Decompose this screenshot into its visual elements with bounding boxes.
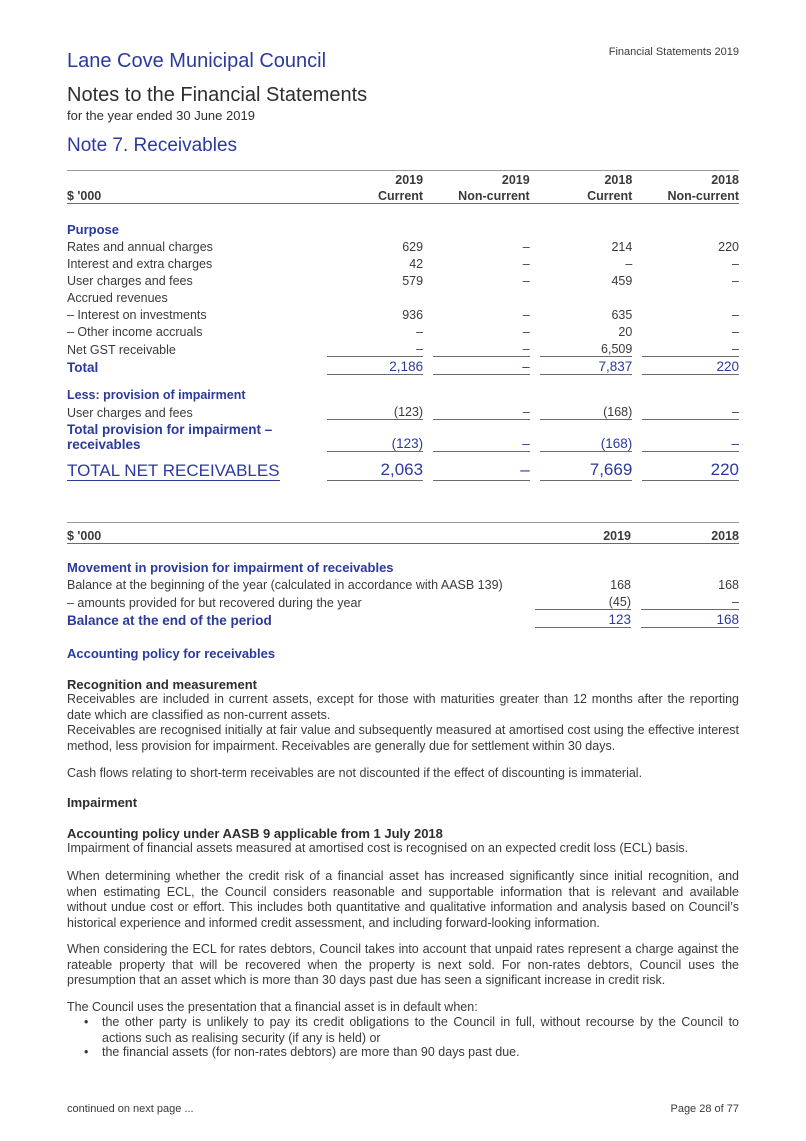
cell: –: [642, 420, 739, 452]
table-row: [67, 288, 739, 305]
cell: 936: [402, 308, 424, 322]
table-row: [67, 305, 739, 322]
bullet-icon: •: [84, 1015, 89, 1029]
table-row: [67, 339, 739, 357]
unit-label: $ '000: [67, 523, 535, 544]
receivables-table: [67, 170, 739, 481]
paragraph: Receivables are included in current assets, except for those with maturities greater than 12 months after the reporting date which are classified as non-current assets.: [67, 692, 739, 722]
col-year: 2019: [535, 523, 631, 544]
cell: 635: [611, 308, 633, 322]
col-year: 2018: [540, 171, 633, 188]
col-year: 2019: [327, 171, 424, 188]
cell: –: [433, 357, 530, 375]
cell: 214: [611, 240, 633, 254]
cell: –: [732, 342, 739, 356]
cell: –: [522, 308, 530, 322]
unit-label: $ '000: [67, 187, 327, 204]
cell: –: [625, 257, 633, 271]
section-heading: Purpose: [67, 222, 120, 237]
page-subtitle: for the year ended 30 June 2019: [67, 108, 255, 123]
row-label: – Interest on investments: [67, 308, 207, 322]
cell: 42: [409, 257, 424, 271]
movement-table: [67, 522, 739, 628]
list-item-text: the financial assets (for non-rates debtors) are more than 90 days past due.: [102, 1045, 520, 1059]
cell: –: [416, 342, 424, 356]
table-row: [67, 575, 739, 592]
cell: –: [522, 274, 530, 288]
cell: 220: [642, 460, 739, 481]
table-row: [67, 322, 739, 339]
section-heading: Accounting policy for receivables: [67, 646, 276, 661]
total-row: [67, 610, 739, 628]
row-label: Balance at the end of the period: [67, 612, 272, 628]
cell: 220: [642, 357, 739, 375]
row-label-line: Total provision for impairment –: [67, 421, 273, 437]
total-row: [67, 357, 739, 375]
cell: –: [732, 308, 739, 322]
cell: –: [433, 460, 530, 481]
cell: 629: [402, 240, 424, 254]
col-type: Non-current: [642, 187, 739, 204]
table-row: [67, 592, 739, 610]
cell: –: [522, 240, 530, 254]
row-label-line: receivables: [67, 436, 141, 452]
row-label: Accrued revenues: [67, 291, 168, 305]
row-label: User charges and fees: [67, 405, 193, 420]
row-label: – Other income accruals: [67, 325, 203, 339]
row-label: Balance at the beginning of the year (calculated in accordance with AASB 139): [67, 578, 503, 592]
cell: (123): [327, 420, 424, 452]
section-heading: Less: provision of impairment: [67, 388, 246, 402]
table-row: [67, 237, 739, 254]
cell: 168: [641, 610, 739, 628]
cell: (45): [608, 595, 631, 609]
total-row: [67, 420, 739, 452]
paragraph: Impairment of financial assets measured at amortised cost is recognised on an expected credit loss (ECL) basis.: [67, 841, 689, 855]
grand-total-row: [67, 460, 739, 481]
cell: –: [433, 420, 530, 452]
cell: 6,509: [601, 342, 633, 356]
statement-label: Financial Statements 2019: [608, 46, 739, 58]
cell: (168): [540, 420, 633, 452]
col-type: Current: [540, 187, 633, 204]
list-item: [84, 1015, 739, 1046]
subsection-heading: Recognition and measurement: [67, 677, 257, 692]
cell: 7,837: [540, 357, 633, 375]
cell: 7,669: [540, 460, 633, 481]
cell: –: [522, 325, 530, 339]
col-year: 2018: [642, 171, 739, 188]
row-label: [67, 460, 327, 481]
cell: –: [522, 342, 530, 356]
cell: –: [522, 257, 530, 271]
cell: [540, 288, 633, 305]
cell: [642, 288, 739, 305]
cell: (123): [393, 405, 424, 419]
paragraph: Cash flows relating to short-term receivables are not discounted if the effect of discounting is immaterial.: [67, 766, 643, 780]
cell: [433, 288, 530, 305]
row-label: Rates and annual charges: [67, 240, 213, 254]
cell: [327, 288, 424, 305]
grand-total-label: TOTAL NET RECEIVABLES: [67, 460, 280, 480]
col-year: 2018: [641, 523, 739, 544]
page-number: Page 28 of 77: [670, 1103, 739, 1115]
row-label: Net GST receivable: [67, 342, 176, 357]
bullet-icon: •: [84, 1045, 89, 1059]
paragraph: When determining whether the credit risk of a financial asset has increased significantly since initial recognition, and when estimating ECL, the Council considers reasonable and supportable information that is relevant and available without undue cost or effort. This includes both quantitative and qualitative information and analysis based on Council’s historical experience and informed credit assessment, and including forward-looking information.: [67, 869, 739, 930]
cell: 168: [610, 578, 631, 592]
cell: –: [732, 274, 739, 288]
list-item-text: the other party is unlikely to pay its credit obligations to the Council in full, without recourse by the Council to actions such as realising security (if any is held) or: [102, 1015, 739, 1045]
cell: –: [732, 595, 739, 609]
cell: –: [732, 325, 739, 339]
cell: 168: [718, 578, 739, 592]
cell: 579: [402, 274, 424, 288]
organization-name: Lane Cove Municipal Council: [67, 50, 327, 72]
cell: 459: [611, 274, 633, 288]
row-label: User charges and fees: [67, 274, 193, 288]
table-row: [67, 402, 739, 420]
subsection-heading: Accounting policy under AASB 9 applicable from 1 July 2018: [67, 826, 443, 841]
cell: (168): [603, 405, 633, 419]
row-label: [67, 420, 327, 452]
paragraph: When considering the ECL for rates debtors, Council takes into account that unpaid rates represent a charge against the rateable property that will be recovered when the property is next sold. For non-rates debtors, Council uses the presumption that an asset which is more than 30 days past due has seen a significant increase in credit risk.: [67, 942, 739, 987]
paragraph: The Council uses the presentation that a financial asset is in default when:: [67, 1000, 478, 1014]
paragraph: Receivables are recognised initially at fair value and subsequently measured at amortised cost using the effective interest method, less provision for impairment. Receivables are generally due for settlement within 30 days.: [67, 723, 739, 753]
cell: –: [522, 405, 530, 419]
cell: 2,186: [327, 357, 424, 375]
col-type: Current: [327, 187, 424, 204]
continued-note: continued on next page ...: [67, 1103, 194, 1115]
cell: 2,063: [327, 460, 424, 481]
col-type: Non-current: [433, 187, 530, 204]
note-title: Note 7. Receivables: [67, 135, 238, 156]
cell: 123: [535, 610, 631, 628]
cell: –: [416, 325, 424, 339]
subsection-heading: Impairment: [67, 795, 138, 810]
cell: –: [732, 405, 739, 419]
cell: –: [732, 257, 739, 271]
col-year: 2019: [433, 171, 530, 188]
table-row: [67, 271, 739, 288]
table-row: [67, 254, 739, 271]
page-title: Notes to the Financial Statements: [67, 84, 368, 106]
row-label: – amounts provided for but recovered during the year: [67, 595, 362, 610]
cell: 20: [618, 325, 633, 339]
section-heading: Movement in provision for impairment of receivables: [67, 560, 394, 575]
row-label: Total: [67, 359, 99, 375]
row-label: Interest and extra charges: [67, 257, 213, 271]
cell: 220: [718, 240, 739, 254]
list-item: [84, 1045, 739, 1061]
